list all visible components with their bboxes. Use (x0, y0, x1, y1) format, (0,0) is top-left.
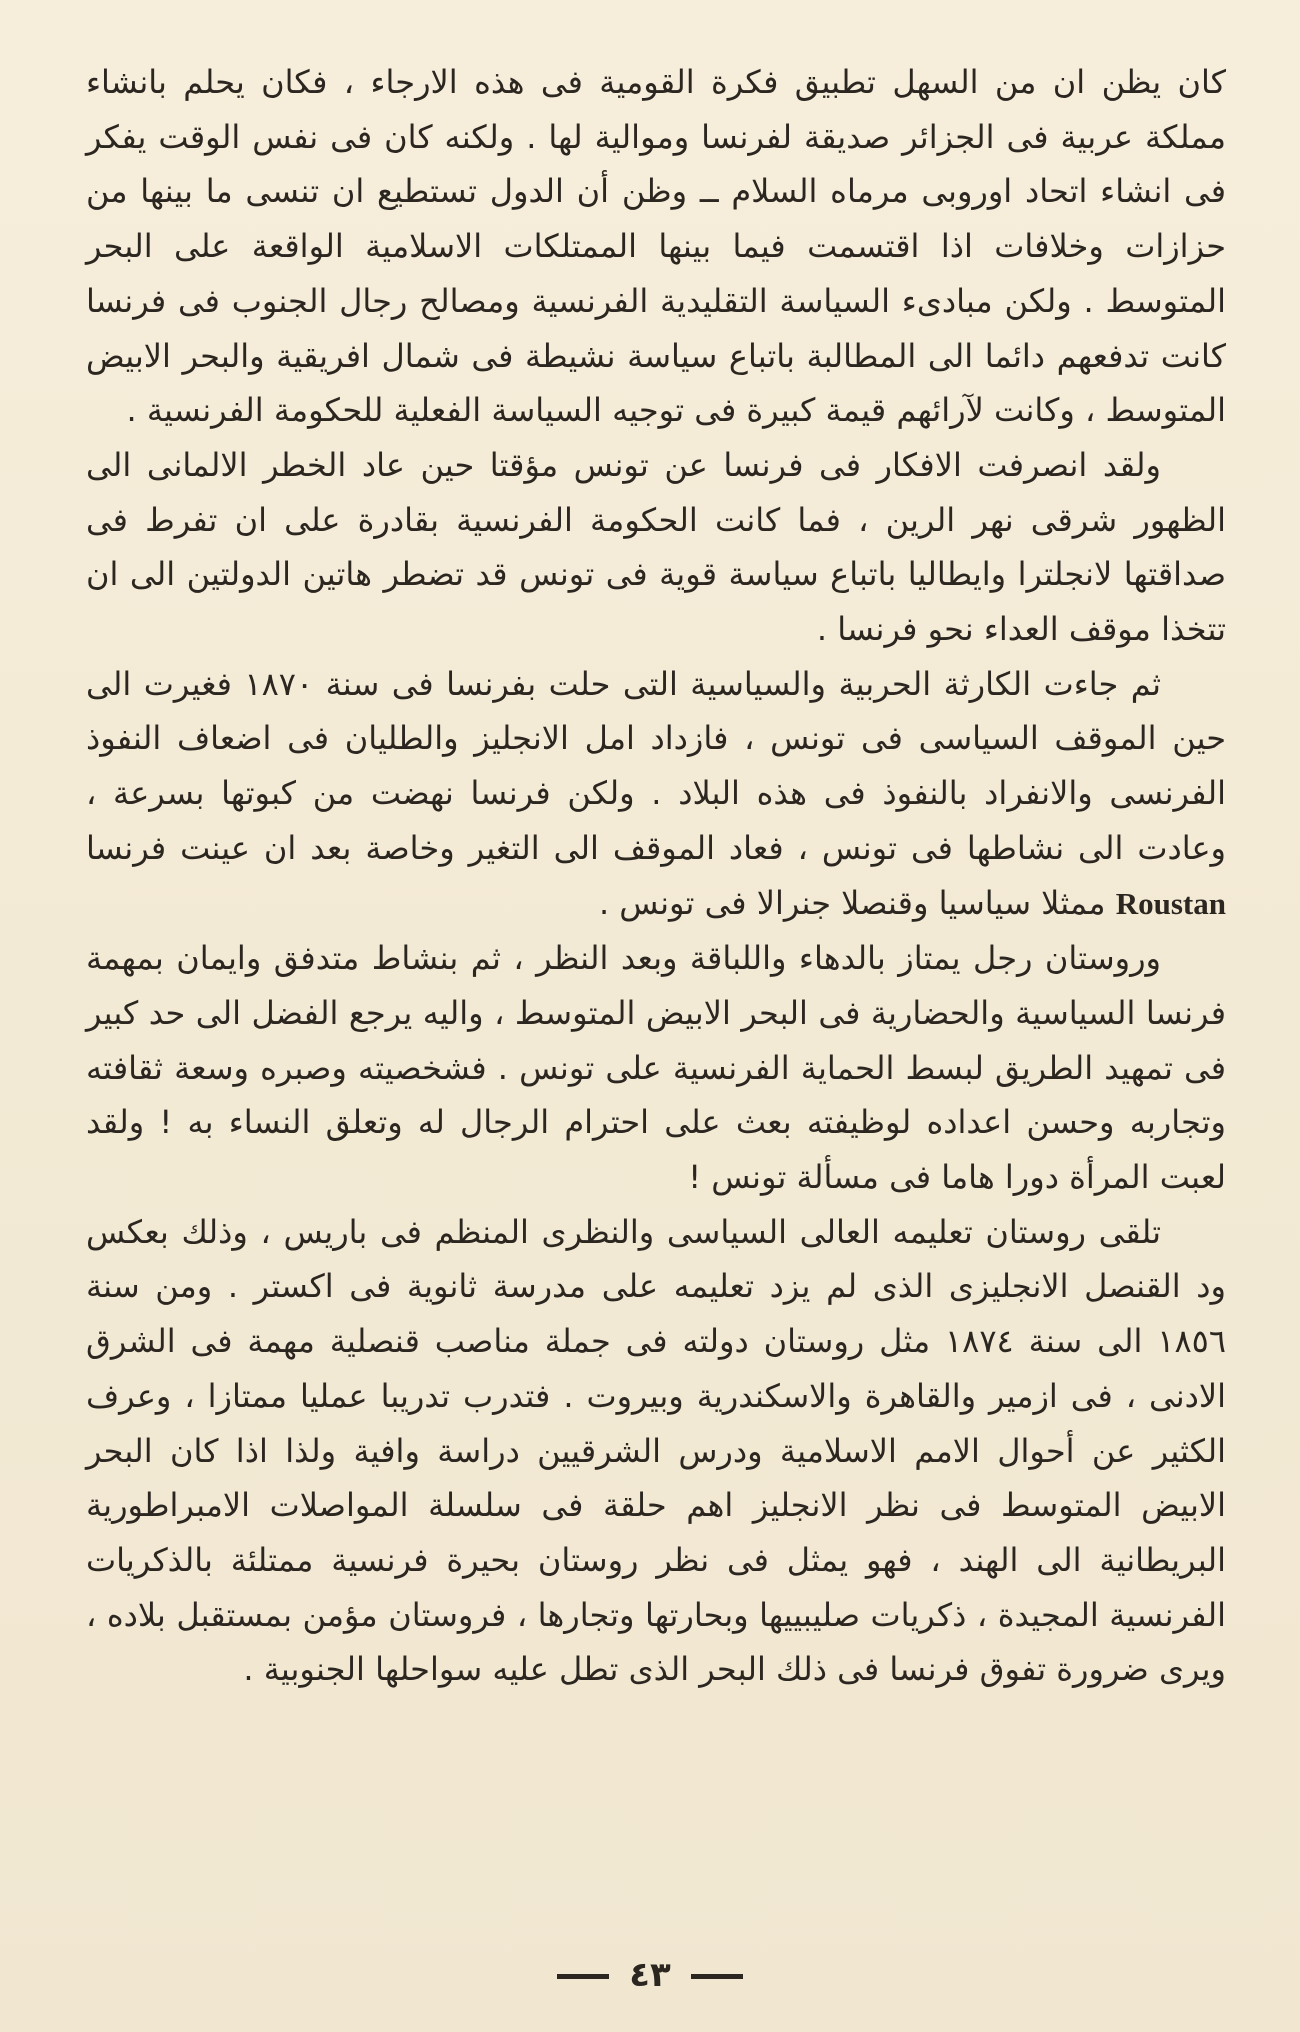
paragraph-5-text: تلقى روستان تعليمه العالى السياسى والنظرى المنظم فى باريس ، وذلك بعكس ود القنصل الانجليزى الذى لم يزد تعليمه على مدرسة ثانوية فى اكستر . ومن سنة ١٨٥٦ الى سنة ١٨٧٤ مثل روستان دولته فى جملة مناصب قنصلية مهمة فى الشرق الادنى ، فى ازمير والقاهرة والاسكندرية وبيروت . فتدرب تدريبا عمليا ممتازا ، وعرف الكثير عن أحوال الامم الاسلامية ودرس الشرقيين دراسة وافية ولذا اذا كان البحر الابيض المتوسط فى نظر الانجليز اهم حلقة فى سلسلة المواصلات الامبراطورية البريطانية الى الهند ، فهو يمثل فى نظر روستان بحيرة فرنسية ممتلئة بالذكريات الفرنسية المجيدة ، ذكريات صليبييها وبحارتها وتجارها ، فروستان مؤمن بمستقبل بلاده ، ويرى ضرورة تفوق فرنسا فى ذلك البحر الذى تطل عليه سواحلها الجنوبية . (86, 1212, 1227, 1689)
paragraph-3-text-end: ممثلا سياسيا وقنصلا جنرالا فى تونس . (598, 883, 1106, 922)
paragraph-4 (86, 931, 1226, 1205)
paragraph-3-text-start: ثم جاءت الكارثة الحربية والسياسية التى حلت بفرنسا فى سنة ١٨٧٠ فغيرت الى حين الموقف السياسى فى تونس ، فازداد امل الانجليز والطليان فى اضعاف النفوذ الفرنسى والانفراد بالنفوذ فى هذه البلاد . ولكن فرنسا نهضت من كبوتها بسرعة ، وعادت الى نشاطها فى تونس ، فعاد الموقف الى التغير وخاصة بعد ان عينت فرنسا (86, 664, 1226, 867)
paragraph-3 (86, 657, 1226, 932)
page-number-dash-left (557, 1974, 609, 1979)
paragraph-5 (86, 1205, 1226, 1697)
page-number-dash-right (691, 1974, 743, 1979)
paragraph-1-text: كان يظن ان من السهل تطبيق فكرة القومية فى هذه الارجاء ، فكان يحلم بانشاء مملكة عربية فى الجزائر صديقة لفرنسا وموالية لها . ولكنه كان فى نفس الوقت يفكر فى انشاء اتحاد اوروبى مرماه السلام ــ وظن أن الدول تستطيع ان تنسى ما بينها من حزازات وخلافات اذا اقتسمت فيما بينها الممتلكات الاسلامية الواقعة على البحر المتوسط . ولكن مبادىء السياسة التقليدية الفرنسية ومصالح رجال الجنوب فى فرنسا كانت تدفعهم دائما الى المطالبة باتباع سياسة نشيطة فى شمال افريقية والبحر الابيض المتوسط ، وكانت لآرائهم قيمة كبيرة فى توجيه السياسة الفعلية للحكومة الفرنسية . (86, 63, 1226, 430)
paragraph-1 (86, 55, 1226, 438)
paragraph-4-text: وروستان رجل يمتاز بالدهاء واللباقة وبعد النظر ، ثم بنشاط متدفق وايمان بمهمة فرنسا السياسية والحضارية فى البحر الابيض المتوسط ، واليه يرجع الفضل الى حد كبير فى تمهيد الطريق لبسط الحماية الفرنسية على تونس . فشخصيته وصبره وسعة ثقافته وتجاربه وحسن اعداده لوظيفته بعث على احترام الرجال له وتعلق النساء به ! ولقد لعبت المرأة دورا هاما فى مسألة تونس ! (86, 939, 1226, 1197)
body-text (86, 55, 1226, 1697)
page-number-value: ٤٣ (629, 1955, 671, 1995)
page-number (0, 1950, 1300, 2000)
paragraph-2 (86, 438, 1226, 657)
latin-name-roustan: Roustan (1115, 885, 1226, 921)
paragraph-2-text: ولقد انصرفت الافكار فى فرنسا عن تونس مؤقتا حين عاد الخطر الالمانى الى الظهور شرقى نهر الرين ، فما كانت الحكومة الفرنسية بقادرة على ان تفرط فى صداقتها لانجلترا وايطاليا باتباع سياسة قوية فى تونس قد تضطر هاتين الدولتين الى ان تتخذا موقف العداء نحو فرنسا . (86, 445, 1226, 649)
